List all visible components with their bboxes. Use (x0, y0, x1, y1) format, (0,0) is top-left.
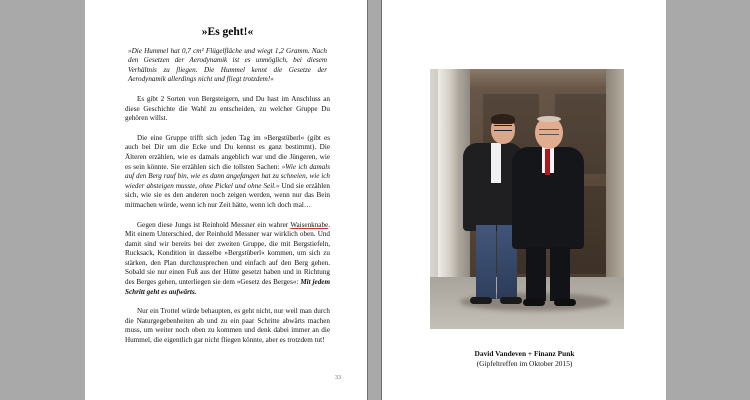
chapter-title: »Es geht!« (201, 26, 254, 38)
paragraph-3-bold-italic: Mit jedem Schritt geht es aufwärts. (125, 278, 330, 296)
paragraph-3-text-b: . Mit einem Unterschied, der Reinhold Messner war wirklich oben. Und damit sind wir bereits bei der zweiten Gruppe, die mit Bergstiefeln, Rucksack, Kondition in dasselbe »Bergstüberl« kommen, um sich zu stärken, den Plan durchzusprechen und einfach auf den Berg gehen. Sobald sie nur einen Fuß aus der Hütte gesetzt haben und in Richtung des Berges gehen, unterliegen sie dem »Gesetz des Berges«: (125, 220, 330, 287)
paragraph-3 (125, 221, 330, 298)
caption-title: David Vandeven + Finanz Punk (474, 349, 575, 358)
paragraph-3-text-a: Gegen diese Jungs ist Reinhold Messner ein wahrer (137, 220, 291, 229)
hummel-quote: »Die Hummel hat 0,7 cm² Flügelfläche und wiegt 1,2 Gramm. Nach den Gesetzen der Aerodynamik ist es unmöglich, bei diesem Verhältnis zu fliegen. Die Hummel kennt die Gesetze der Aerodynamik allerdings nicht und fliegt trotzdem!« (128, 46, 327, 84)
left-page-text (125, 28, 330, 356)
left-page (85, 0, 368, 400)
paragraph-2 (125, 134, 330, 211)
paragraph-1: Es gibt 2 Sorten von Bergsteigern, und Du hast im Anschluss an diese Geschichte die Wahl zu entscheiden, zu welcher Gruppe Du gehören willst. (125, 94, 330, 123)
photo-two-men-at-church-door (430, 69, 624, 329)
photo-caption (382, 349, 667, 369)
caption-subtitle: (Gipfeltreffen im Oktober 2015) (476, 359, 573, 368)
paragraph-2-text-b: Und sie erzählen sich, wie sie es den anderen noch zeigen werden, wenn nur das Bein mitmachen würde, wenn ich nur Zeit hätte, wenn ich doch mal… (125, 181, 330, 209)
page-number: 33 (335, 375, 341, 381)
spellcheck-underlined-word: Waisenknabe (290, 220, 329, 229)
right-page (381, 0, 666, 400)
paragraph-2-italic: »Wie ich damals auf den Berg rauf bin, wie es dann angefangen hat zu schneien, wie ich wieder absteigen musste, ohne Pickel und ohne Seil.« (125, 162, 330, 190)
paragraph-4: Nur ein Trottel würde behaupten, es geht nicht, nur weil man durch die Naturgegebenheiten ab und zu ein paar Schritte abwärts machen muss, um weiter noch oben zu kommen und denk dabei immer an die Hummel, die eigentlich gar nicht fliegen könnte, aber es trotzdem tut! (125, 307, 330, 345)
paragraph-2-text-a: Die eine Gruppe trifft sich jeden Tag im »Bergstüberl« (gibt es auch bei Dir um die Ecke und Du kennst es ganz bestimmt). Die Älteren erzählen, wie es damals angeblich war und die Jüngeren, wie es sein könnte. Sie erzählen sich die tollsten Sachen: (125, 133, 330, 171)
page-gutter (368, 0, 381, 400)
